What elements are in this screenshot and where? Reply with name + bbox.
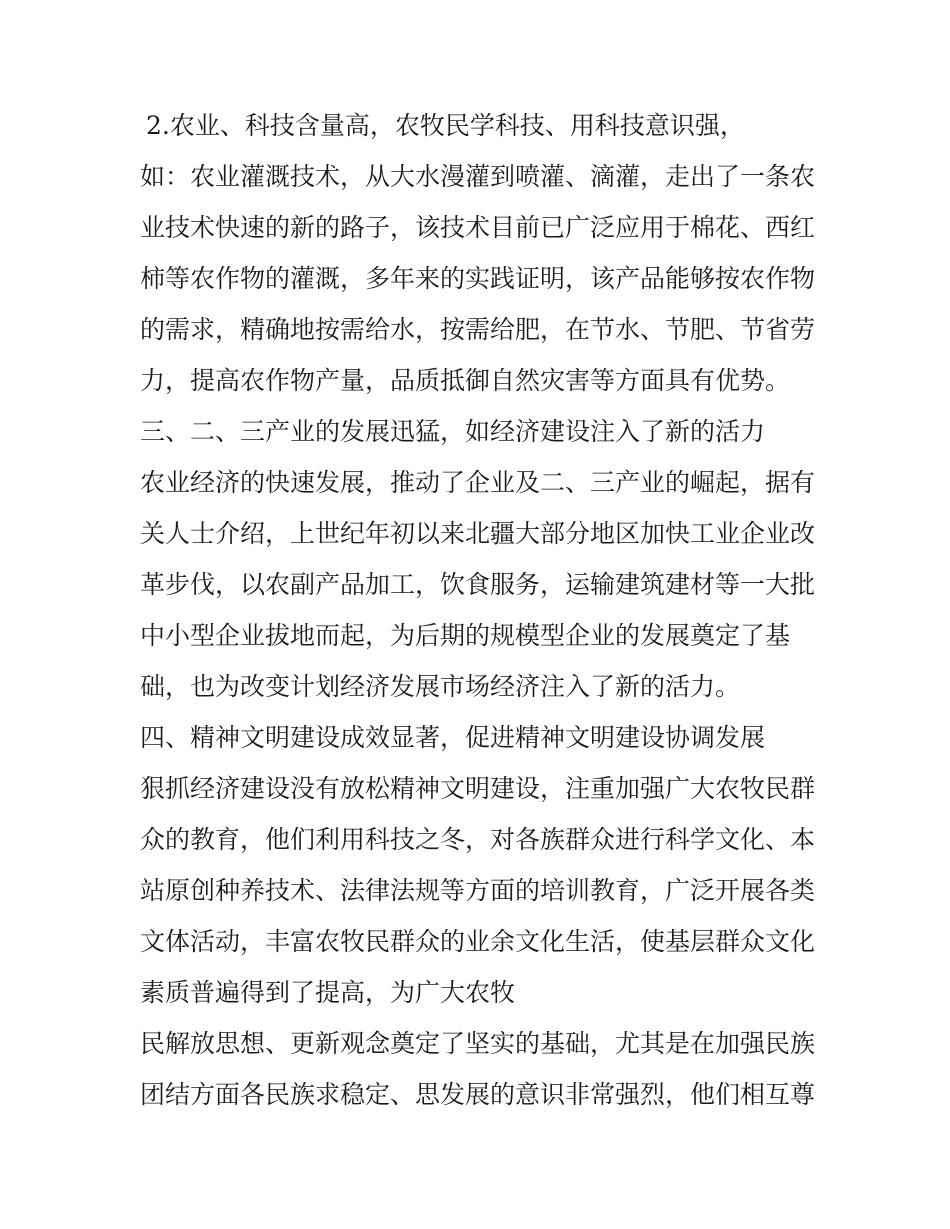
text-line: 农业经济的快速发展，推动了企业及二、三产业的崛起，据有: [140, 468, 816, 497]
section-heading: 四、精神文明建设成效显著，促进精神文明建设协调发展: [140, 723, 766, 752]
text-line: 础，也为改变计划经济发展市场经济注入了新的活力。: [140, 672, 741, 701]
text-line: 业技术快速的新的路子，该技术目前已广泛应用于棉花、西红: [140, 213, 816, 242]
text-line: 团结方面各民族求稳定、思发展的意识非常强烈，他们相互尊: [140, 1080, 816, 1109]
section-heading: 三、二、三产业的发展迅猛，如经济建设注入了新的活力: [140, 417, 766, 446]
text-line: 革步伐，以农副产品加工，饮食服务，运输建筑建材等一大批: [140, 570, 816, 599]
text-line: 中小型企业拔地而起，为后期的规模型企业的发展奠定了基: [140, 621, 791, 650]
text-line: 民解放思想、更新观念奠定了坚实的基础，尤其是在加强民族: [140, 1029, 816, 1058]
text-line: 2.农业、科技含量高，农牧民学科技、用科技意识强，: [146, 111, 745, 140]
text-line: 素质普遍得到了提高，为广大农牧: [140, 978, 516, 1007]
text-line: 柿等农作物的灌溉，多年来的实践证明，该产品能够按农作物: [140, 264, 816, 293]
text-line: 如：农业灌溉技术，从大水漫灌到喷灌、滴灌，走出了一条农: [140, 162, 816, 191]
document-body: [140, 100, 820, 1120]
text-line: 狠抓经济建设没有放松精神文明建设，注重加强广大农牧民群: [140, 774, 816, 803]
text-line: 力，提高农作物产量，品质抵御自然灾害等方面具有优势。: [140, 366, 791, 395]
text-line: 众的教育，他们利用科技之冬，对各族群众进行科学文化、本: [140, 825, 816, 854]
text-line: 文体活动，丰富农牧民群众的业余文化生活，使基层群众文化: [140, 927, 816, 956]
text-line: 关人士介绍，上世纪年初以来北疆大部分地区加快工业企业改: [140, 519, 816, 548]
text-line: 的需求，精确地按需给水，按需给肥，在节水、节肥、节省劳: [140, 315, 816, 344]
text-line: 站原创种养技术、法律法规等方面的培训教育，广泛开展各类: [140, 876, 816, 905]
